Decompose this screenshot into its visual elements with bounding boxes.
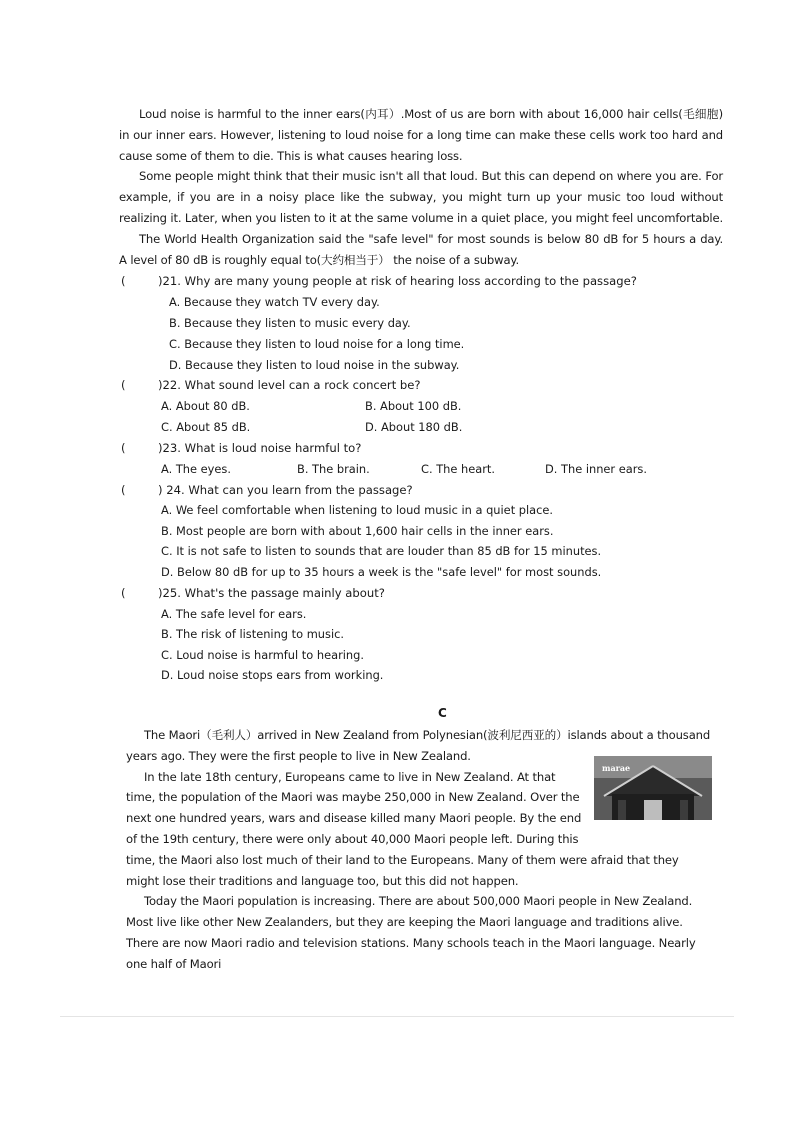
question-25-stem: )25. What's the passage mainly about? [158,586,385,600]
question-21-option-c: C. Because they listen to loud noise for a long time. [169,337,465,351]
question-21-option-a: A. Because they watch TV every day. [169,295,380,309]
question-24-option-d: D. Below 80 dB for up to 35 hours a week is the "safe level" for most sounds. [161,565,602,579]
passage-paragraph: In the late 18th century, Europeans came to live in New Zealand. At that time, the population of the Maori was maybe 250,000 in New Zealand. Over the next one hundred years, wars and disease killed many Maori people. By the end of the 19th century, there were only about 40,000 Maori people left. During this time, the Maori also lost much of their land to the Europeans. Many of them were afraid that they might lose their traditions and language too, but this did not happen. [126,769,679,888]
page-divider [60,1016,734,1017]
question-24-option-a: A. We feel comfortable when listening to loud music in a quiet place. [161,503,554,517]
question-23-stem: )23. What is loud noise harmful to? [158,441,362,455]
question-22-option-c: C. About 85 dB. [161,420,251,434]
question-23-option-b: B. The brain. [297,462,370,476]
question-21-stem: )21. Why are many young people at risk of hearing loss according to the passage? [158,274,637,288]
passage-b [119,104,723,270]
question-22-option-b: B. About 100 dB. [365,399,462,413]
question-25-option-d: D. Loud noise stops ears from working. [161,668,384,682]
answer-bracket: ( [121,483,126,497]
passage-paragraph: Loud noise is harmful to the inner ears(内耳）.Most of us are born with about 16,000 hair cells(毛细胞) in our inner ears. However, listening to loud noise for a long time can make these cells work too hard and cause some of them to die. This is what causes hearing loss. [119,107,723,163]
question-21-option-b: B. Because they listen to music every day. [169,316,411,330]
question-22-option-d: D. About 180 dB. [365,420,463,434]
passage-paragraph: Today the Maori population is increasing. There are about 500,000 Maori people in New Zealand. Most live like other New Zealanders, but they are keeping the Maori language and traditions alive. There are now Maori radio and television stations. Many schools teach in the Maori language. Nearly one half of Maori [126,894,696,971]
question-24-stem: ) 24. What can you learn from the passage? [158,483,413,497]
answer-bracket: ( [121,378,126,392]
passage-paragraph: Some people might think that their music isn't all that loud. But this can depend on where you are. For example, if you are in a noisy place like the subway, you might turn up your music too loud without realizing it. Later, when you listen to it at the same volume in a quiet place, you might feel uncomfortable. [119,169,723,225]
question-24-option-b: B. Most people are born with about 1,600 hair cells in the inner ears. [161,524,554,538]
question-23-option-c: C. The heart. [421,462,495,476]
passage-paragraph: The Maori（毛利人）arrived in New Zealand from Polynesian(波利尼西亚的）islands about a thousand years ago. They were the first people to live in New Zealand. [126,728,711,763]
question-25-option-c: C. Loud noise is harmful to hearing. [161,648,364,662]
passage-paragraph: The World Health Organization said the "safe level" for most sounds is below 80 dB for 5 hours a day. A level of 80 dB is roughly equal to(大约相当于） the noise of a subway. [119,231,723,267]
marae-photo [594,756,712,820]
answer-bracket: ( [121,274,126,288]
section-heading: C [438,706,447,720]
answer-bracket: ( [121,441,126,455]
question-22-stem: )22. What sound level can a rock concert be? [158,378,421,392]
question-24-option-c: C. It is not safe to listen to sounds that are louder than 85 dB for 15 minutes. [161,544,602,558]
question-25-option-b: B. The risk of listening to music. [161,627,345,641]
question-23-option-a: A. The eyes. [161,462,231,476]
photo-caption: marae [602,763,631,773]
answer-bracket: ( [121,586,126,600]
question-22-option-a: A. About 80 dB. [161,399,250,413]
question-21-option-d: D. Because they listen to loud noise in the subway. [169,358,460,372]
question-25-option-a: A. The safe level for ears. [161,607,307,621]
question-23-option-d: D. The inner ears. [545,462,647,476]
